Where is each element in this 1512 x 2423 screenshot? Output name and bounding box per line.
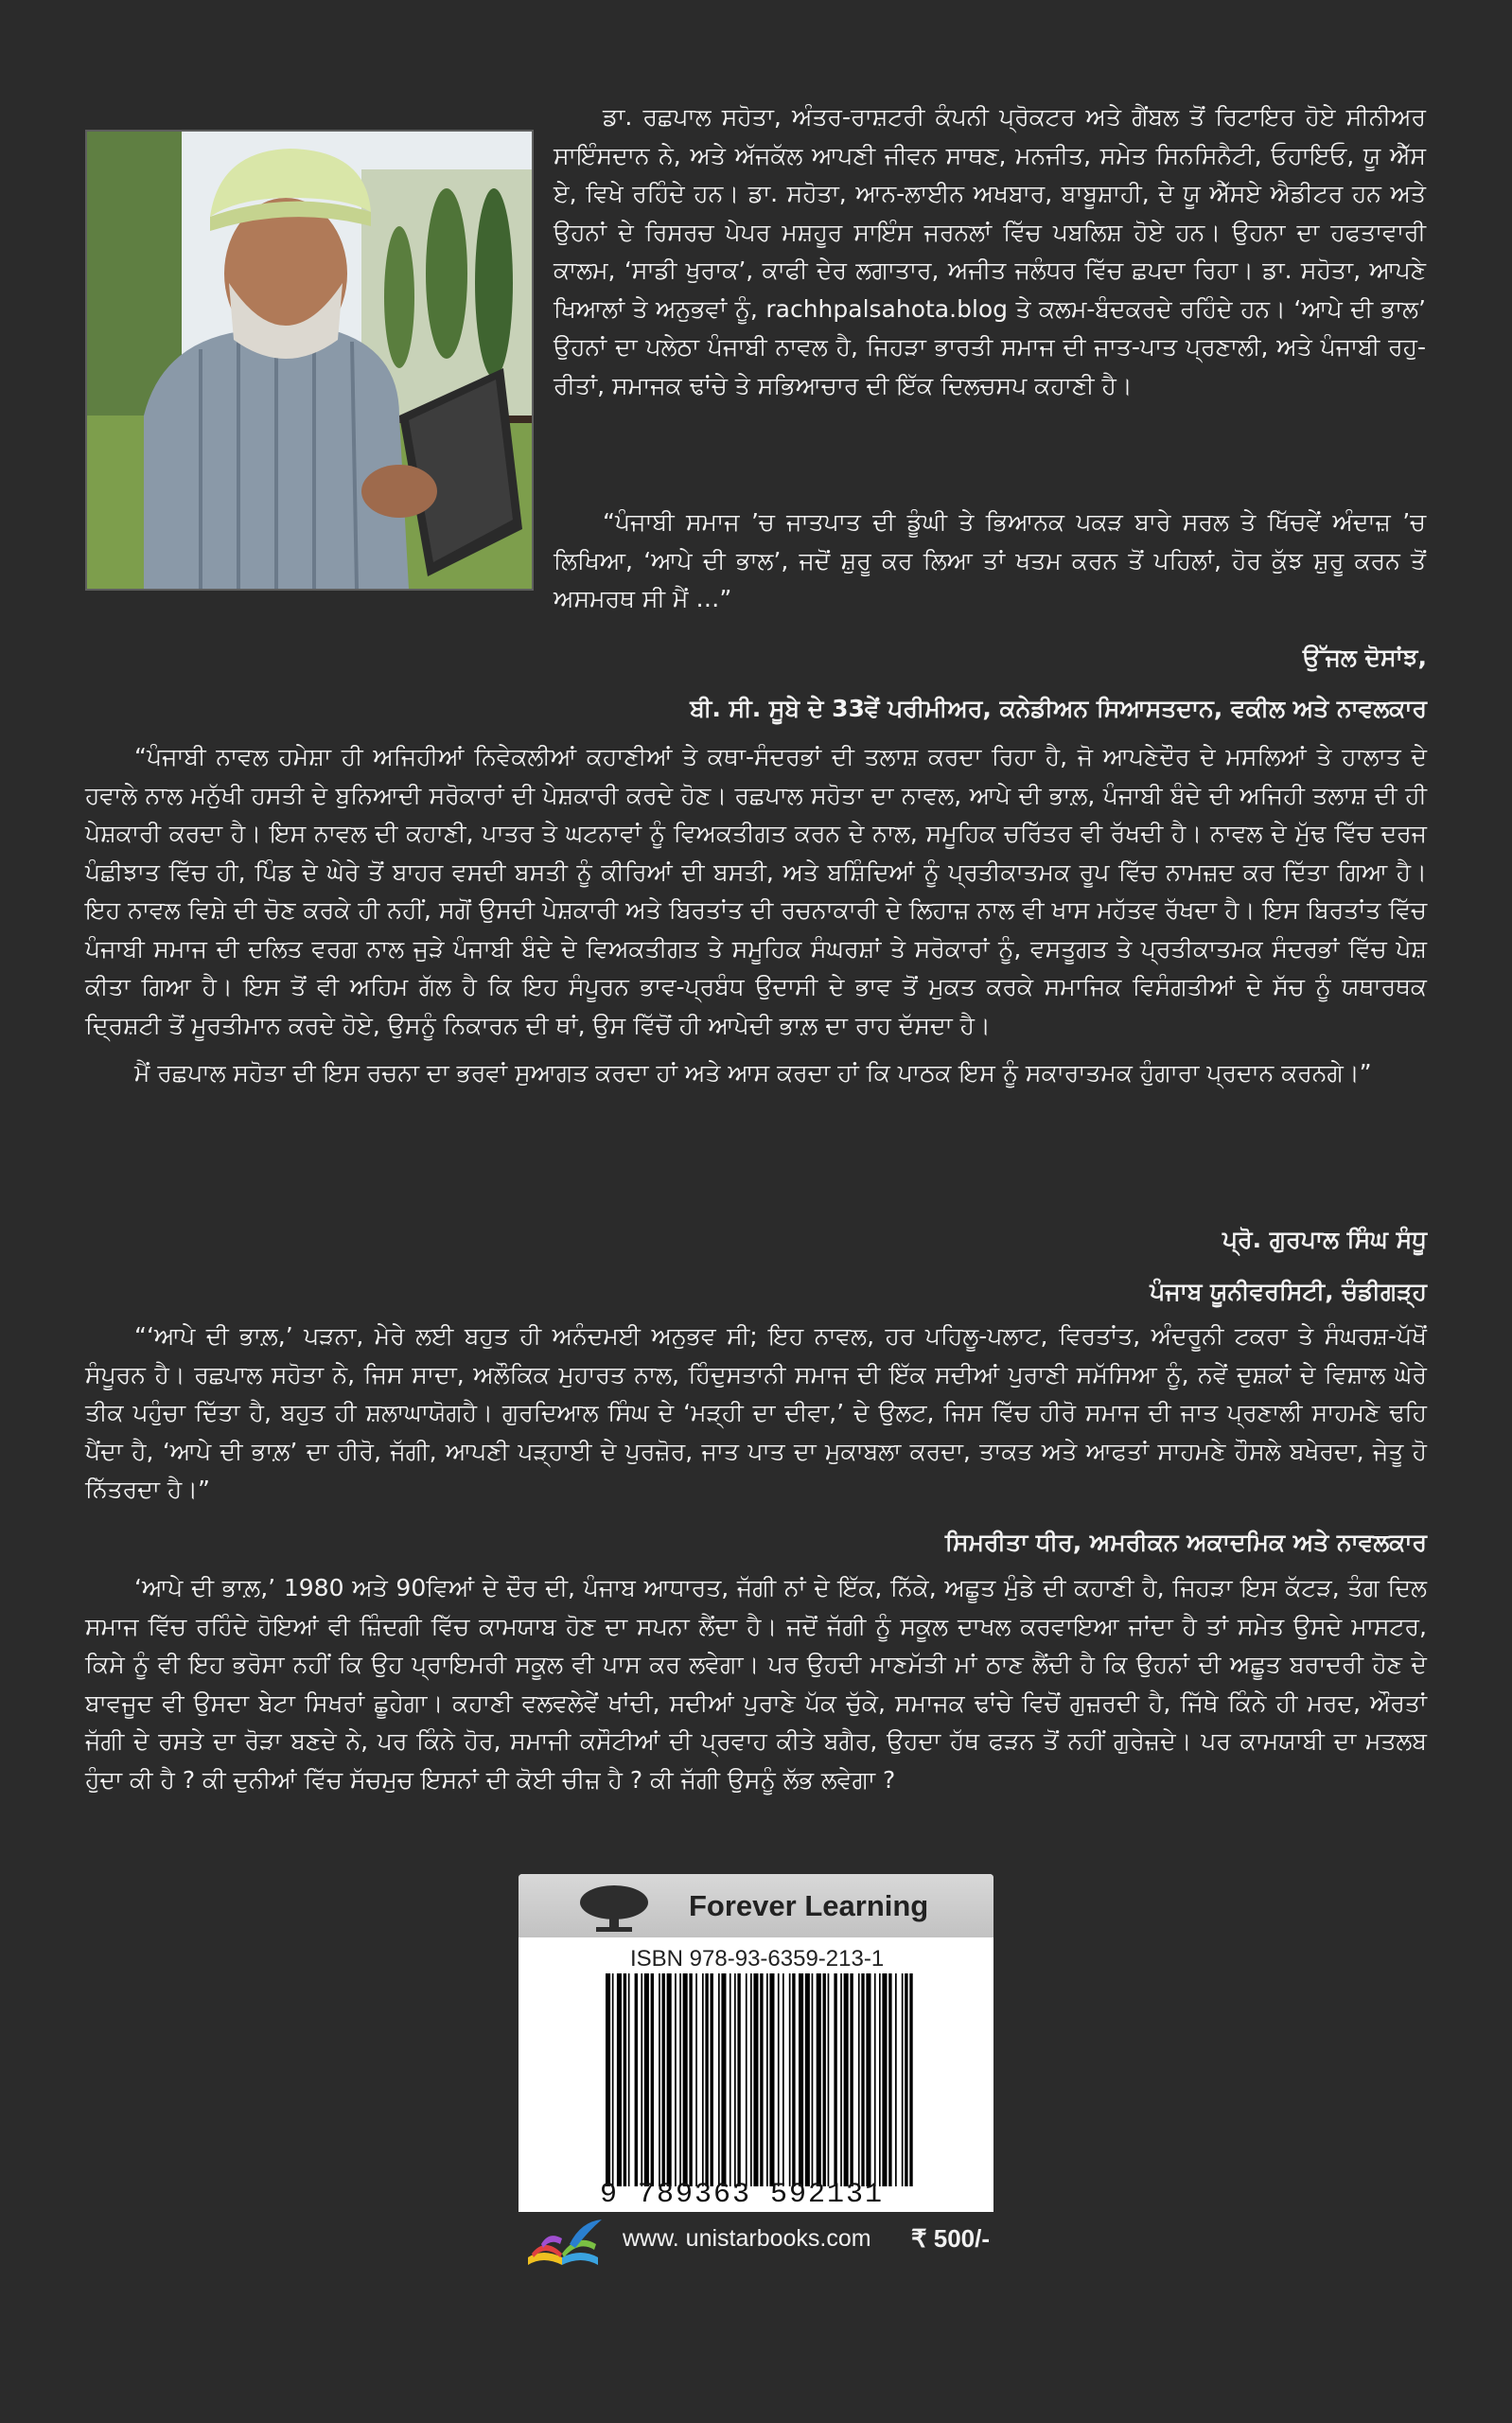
attribution-2-title: ਪੰਜਾਬ ਯੂਨੀਵਰਸਿਟੀ, ਚੰਡੀਗੜ੍ਹ [1150, 1278, 1427, 1305]
attribution-2-name: ਪ੍ਰੋ. ਗੁਰਪਾਲ ਸਿੰਘ ਸੰਧੂ [1222, 1226, 1427, 1253]
publisher-footer [519, 2212, 993, 2271]
publisher-strip [519, 1874, 993, 1937]
isbn-label: ISBN 978-93-6359-213-1 [630, 1946, 885, 1972]
publisher-brand: Forever Learning [689, 1889, 929, 1922]
attribution-1-name: ਉੱਜਲ ਦੋਸਾਂਝ, [1302, 644, 1427, 671]
unistar-books-logo [522, 2216, 604, 2269]
quote-2-paragraph-1: “ਪੰਜਾਬੀ ਨਾਵਲ ਹਮੇਸ਼ਾ ਹੀ ਅਜਿਹੀਆਂ ਨਿਵੇਕਲੀਆਂ ਕਹਾਣੀਆਂ ਤੇ ਕਥਾ-ਸੰਦਰਭਾਂ ਦੀ ਤਲਾਸ਼ ਕਰਦਾ ਰਿਹਾ ਹੈ, ਜੋ ਆਪਣੇਦੌਰ ਦੇ ਮਸਲਿਆਂ ਤੇ ਹਾਲਾਤ ਦੇ ਹਵਾਲੇ ਨਾਲ ਮਨੁੱਖੀ ਹਸਤੀ ਦੇ ਬੁਨਿਆਦੀ ਸਰੋਕਾਰਾਂ ਦੀ ਪੇਸ਼ਕਾਰੀ ਕਰਦੇ ਹੋਣ। ਰਛਪਾਲ ਸਹੋਤਾ ਦਾ ਨਾਵਲ, ਆਪੇ ਦੀ ਭਾਲ਼, ਪੰਜਾਬੀ ਬੰਦੇ ਦੀ ਅਜਿਹੀ ਤਲਾਸ਼ ਦੀ ਹੀ ਪੇਸ਼ਕਾਰੀ ਕਰਦਾ ਹੈ। ਇਸ ਨਾਵਲ ਦੀ ਕਹਾਣੀ, ਪਾਤਰ ਤੇ ਘਟਨਾਵਾਂ ਨੂੰ ਵਿਅਕਤੀਗਤ ਕਰਨ ਦੇ ਨਾਲ, ਸਮੂਹਿਕ ਚਰਿੱਤਰ ਵੀ ਰੱਖਦੀ ਹੈ। ਨਾਵਲ ਦੇ ਮੁੱਢ ਵਿੱਚ ਦਰਜ ਪੰਛੀਝਾਤ ਵਿੱਚ ਹੀ, ਪਿੰਡ ਦੇ ਘੇਰੇ ਤੋਂ ਬਾਹਰ ਵਸਦੀ ਬਸਤੀ ਨੂੰ ਕੀਰਿਆਂ ਦੀ ਬਸਤੀ, ਅਤੇ ਬਸ਼ਿੰਦਿਆਂ ਨੂੰ ਪ੍ਰਤੀਕਾਤਮਕ ਰੂਪ ਵਿੱਚ ਨਾਮਜ਼ਦ ਕਰ ਦਿੱਤਾ ਗਿਆ ਹੈ। ਇਹ ਨਾਵਲ ਵਿਸ਼ੇ ਦੀ ਚੋਣ ਕਰਕੇ ਹੀ ਨਹੀਂ, ਸਗੋਂ ਉਸਦੀ ਪੇਸ਼ਕਾਰੀ ਅਤੇ ਬਿਰਤਾਂਤ ਦੀ ਰਚਨਾਕਾਰੀ ਦੇ ਲਿਹਾਜ਼ ਨਾਲ ਵੀ ਖਾਸ ਮਹੱਤਵ ਰੱਖਦਾ ਹੈ। ਇਸ ਬਿਰਤਾਂਤ ਵਿੱਚ ਪੰਜਾਬੀ ਸਮਾਜ ਦੀ ਦਲਿਤ ਵਰਗ ਨਾਲ ਜੁੜੇ ਪੰਜਾਬੀ ਬੰਦੇ ਦੇ ਵਿਅਕਤੀਗਤ ਤੇ ਸਮੂਹਿਕ ਸੰਘਰਸ਼ਾਂ ਤੇ ਸਰੋਕਾਰਾਂ ਨੂੰ, ਵਸਤੂਗਤ ਤੇ ਪ੍ਰਤੀਕਾਤਮਕ ਸੰਦਰਭਾਂ ਵਿੱਚ ਪੇਸ਼ ਕੀਤਾ ਗਿਆ ਹੈ। ਇਸ ਤੋਂ ਵੀ ਅਹਿਮ ਗੱਲ ਹੈ ਕਿ ਇਹ ਸੰਪੂਰਨ ਭਾਵ-ਪ੍ਰਬੰਧ ਉਦਾਸੀ ਦੇ ਭਾਵ ਤੋਂ ਮੁਕਤ ਕਰਕੇ ਸਮਾਜਿਕ ਵਿਸੰਗਤੀਆਂ ਦੇ ਸੱਚ ਨੂੰ ਯਥਾਰਥਕ ਦ੍ਰਿਸ਼ਟੀ ਤੋਂ ਮੂਰਤੀਮਾਨ ਕਰਦੇ ਹੋਏ, ਉਸਨੂੰ ਨਿਕਾਰਨ ਦੀ ਥਾਂ, ਉਸ ਵਿੱਚੋਂ ਹੀ ਆਪੇਦੀ ਭਾਲ਼ ਦਾ ਰਾਹ ਦੱਸਦਾ ਹੈ। [85, 743, 1427, 1039]
barcode-panel [519, 1874, 993, 2224]
isbn-digits: 9 789363 592131 [600, 2179, 885, 2211]
author-bio: ਡਾ. ਰਛਪਾਲ ਸਹੋਤਾ, ਅੰਤਰ-ਰਾਸ਼ਟਰੀ ਕੰਪਨੀ ਪ੍ਰੋਕਟਰ ਅਤੇ ਗੈਂਬਲ ਤੋਂ ਰਿਟਾਇਰ ਹੋਏ ਸੀਨੀਅਰ ਸਾਇੰਸਦਾਨ ਨੇ, ਅਤੇ ਅੱਜਕੱਲ ਆਪਣੀ ਜੀਵਨ ਸਾਥਣ, ਮਨਜੀਤ, ਸਮੇਤ ਸਿਨਸਿਨੈਟੀ, ਓਹਾਇਓ, ਯੂ ਐੱਸ ਏ, ਵਿਖੇ ਰਹਿੰਦੇ ਹਨ। ਡਾ. ਸਹੋਤਾ, ਆਨ-ਲਾਈਨ ਅਖਬਾਰ, ਬਾਬੂਸ਼ਾਹੀ, ਦੇ ਯੂ ਐੱਸਏ ਐਡੀਟਰ ਹਨ ਅਤੇ ਉਹਨਾਂ ਦੇ ਰਿਸਰਚ ਪੇਪਰ ਮਸ਼ਹੂਰ ਸਾਇੰਸ ਜਰਨਲਾਂ ਵਿੱਚ ਪਬਲਿਸ਼ ਹੋਏ ਹਨ। ਉਹਨਾ ਦਾ ਹਫਤਾਵਾਰੀ ਕਾਲਮ, ‘ਸਾਡੀ ਖੁਰਾਕ’, ਕਾਫੀ ਦੇਰ ਲਗਾਤਾਰ, ਅਜੀਤ ਜਲੰਧਰ ਵਿੱਚ ਛਪਦਾ ਰਿਹਾ। ਡਾ. ਸਹੋਤਾ, ਆਪਣੇ ਖਿਆਲਾਂ ਤੇ ਅਨੁਭਵਾਂ ਨੂੰ, rachhpalsahota.blog ਤੇ ਕਲਮ-ਬੰਦਕਰਦੇ ਰਹਿੰਦੇ ਹਨ। ‘ਆਪੇ ਦੀ ਭਾਲ’ ਉਹਨਾਂ ਦਾ ਪਲੇਠਾ ਪੰਜਾਬੀ ਨਾਵਲ ਹੈ, ਜਿਹੜਾ ਭਾਰਤੀ ਸਮਾਜ ਦੀ ਜਾਤ-ਪਾਤ ਪ੍ਰਣਾਲੀ, ਅਤੇ ਪੰਜਾਬੀ ਰਹੁ-ਰੀਤਾਂ, ਸਮਾਜਕ ਢਾਂਚੇ ਤੇ ਸਭਿਆਚਾਰ ਦੀ ਇੱਕ ਦਿਲਚਸਪ ਕਹਾਣੀ ਹੈ। [554, 103, 1426, 399]
quote-2-paragraph-2: ਮੈਂ ਰਛਪਾਲ ਸਹੋਤਾ ਦੀ ਇਸ ਰਚਨਾ ਦਾ ਭਰਵਾਂ ਸੁਆਗਤ ਕਰਦਾ ਹਾਂ ਅਤੇ ਆਸ ਕਰਦਾ ਹਾਂ ਕਿ ਪਾਠਕ ਇਸ ਨੂੰ ਸਕਾਰਾਤਮਕ ਹੁੰਗਾਰਾ ਪ੍ਰਦਾਨ ਕਰਨਗੇ।” [134, 1059, 1372, 1087]
book-synopsis: ‘ਆਪੇ ਦੀ ਭਾਲ਼,’ 1980 ਅਤੇ 90ਵਿਆਂ ਦੇ ਦੌਰ ਦੀ, ਪੰਜਾਬ ਆਧਾਰਤ, ਜੱਗੀ ਨਾਂ ਦੇ ਇੱਕ, ਨਿੱਕੇ, ਅਛੂਤ ਮੁੰਡੇ ਦੀ ਕਹਾਣੀ ਹੈ, ਜਿਹੜਾ ਇਸ ਕੱਟੜ, ਤੰਗ ਦਿਲ ਸਮਾਜ ਵਿੱਚ ਰਹਿੰਦੇ ਹੋਇਆਂ ਵੀ ਜ਼ਿੰਦਗੀ ਵਿੱਚ ਕਾਮਯਾਬ ਹੋਣ ਦਾ ਸਪਨਾ ਲੈਂਦਾ ਹੈ। ਜਦੋਂ ਜੱਗੀ ਨੂੰ ਸਕੂਲ ਦਾਖਲ ਕਰਵਾਇਆ ਜਾਂਦਾ ਹੈ ਤਾਂ ਸਮੇਤ ਉਸਦੇ ਮਾਸਟਰ, ਕਿਸੇ ਨੂੰ ਵੀ ਇਹ ਭਰੋਸਾ ਨਹੀਂ ਕਿ ਉਹ ਪ੍ਰਾਇਮਰੀ ਸਕੂਲ ਵੀ ਪਾਸ ਕਰ ਲਵੇਗਾ। ਪਰ ਉਹਦੀ ਮਾਣਮੱਤੀ ਮਾਂ ਠਾਣ ਲੈਂਦੀ ਹੈ ਕਿ ਉਹਨਾਂ ਦੀ ਅਛੂਤ ਬਰਾਦਰੀ ਹੋਣ ਦੇ ਬਾਵਜੂਦ ਵੀ ਉਸਦਾ ਬੇਟਾ ਸਿਖਰਾਂ ਛੂਹੇਗਾ। ਕਹਾਣੀ ਵਲਵਲੇਵੇਂ ਖਾਂਦੀ, ਸਦੀਆਂ ਪੁਰਾਣੇ ਪੱਕ ਚੁੱਕੇ, ਸਮਾਜਕ ਢਾਂਚੇ ਵਿਚੋਂ ਗੁਜ਼ਰਦੀ ਹੈ, ਜਿੱਥੇ ਕਿੰਨੇ ਹੀ ਮਰਦ, ਔਰਤਾਂ ਜੱਗੀ ਦੇ ਰਸਤੇ ਦਾ ਰੋੜਾ ਬਣਦੇ ਨੇ, ਪਰ ਕਿੰਨੇ ਹੋਰ, ਸਮਾਜੀ ਕਸੌਟੀਆਂ ਦੀ ਪ੍ਰਵਾਹ ਕੀਤੇ ਬਗੈਰ, ਉਹਦਾ ਹੱਥ ਫੜਨ ਤੋਂ ਨਹੀਂ ਗੁਰੇਜ਼ਦੇ। ਪਰ ਕਾਮਯਾਬੀ ਦਾ ਮਤਲਬ ਹੁੰਦਾ ਕੀ ਹੈ ? ਕੀ ਦੁਨੀਆਂ ਵਿੱਚ ਸੱਚਮੁਚ ਇਸਨਾਂ ਦੀ ਕੋਈ ਚੀਜ਼ ਹੈ ? ਕੀ ਜੱਗੀ ਉਸਨੂੰ ਲੱਭ ਲਵੇਗਾ ? [85, 1574, 1427, 1794]
quote-ujjal-dosanjh: “ਪੰਜਾਬੀ ਸਮਾਜ ’ਚ ਜਾਤਪਾਤ ਦੀ ਡੂੰਘੀ ਤੇ ਭਿਆਨਕ ਪਕੜ ਬਾਰੇ ਸਰਲ ਤੇ ਖਿੱਚਵੇਂ ਅੰਦਾਜ਼ ’ਚ ਲਿਖਿਆ, ‘ਆਪੇ ਦੀ ਭਾਲ’, ਜਦੋਂ ਸ਼ੁਰੂ ਕਰ ਲਿਆ ਤਾਂ ਖਤਮ ਕਰਨ ਤੋਂ ਪਹਿਲਾਂ, ਹੋਰ ਕੁੱਝ ਸ਼ੁਰੂ ਕਰਨ ਤੋਂ ਅਸਮਰਥ ਸੀ ਮੈਂ …” [554, 508, 1426, 612]
price: ₹ 500/- [910, 2224, 990, 2253]
attribution-3: ਸਿਮਰੀਤਾ ਧੀਰ, ਅਮਰੀਕਨ ਅਕਾਦਮਿਕ ਅਤੇ ਨਾਵਲਕਾਰ [944, 1529, 1427, 1556]
quote-gurpal-sandhu [85, 738, 1427, 1093]
tree-icon [577, 1882, 651, 1935]
publisher-website: www. unistarbooks.com [623, 2225, 871, 2252]
barcode-image [602, 1973, 914, 2186]
quote-simrita-dhir: “‘ਆਪੇ ਦੀ ਭਾਲ਼,’ ਪੜਨਾ, ਮੇਰੇ ਲਈ ਬਹੁਤ ਹੀ ਅਨੰਦਮਈ ਅਨੁਭਵ ਸੀ; ਇਹ ਨਾਵਲ, ਹਰ ਪਹਿਲੂ-ਪਲਾਟ, ਵਿਰਤਾਂਤ, ਅੰਦਰੂਨੀ ਟਕਰਾ ਤੇ ਸੰਘਰਸ਼-ਪੱਖੋਂ ਸੰਪੂਰਨ ਹੈ। ਰਛਪਾਲ ਸਹੋਤਾ ਨੇ, ਜਿਸ ਸਾਦਾ, ਅਲੌਕਿਕ ਮੁਹਾਰਤ ਨਾਲ, ਹਿੰਦੁਸਤਾਨੀ ਸਮਾਜ ਦੀ ਇੱਕ ਸਦੀਆਂ ਪੁਰਾਣੀ ਸਮੱਸਿਆ ਨੂੰ, ਨਵੇਂ ਦੁਸ਼ਕਾਂ ਦੇ ਵਿਸ਼ਾਲ ਘੇਰੇ ਤੀਕ ਪਹੁੰਚਾ ਦਿੱਤਾ ਹੈ, ਬਹੁਤ ਹੀ ਸ਼ਲਾਘਾਯੋਗਹੈ। ਗੁਰਦਿਆਲ ਸਿੰਘ ਦੇ ‘ਮੜ੍ਹੀ ਦਾ ਦੀਵਾ,’ ਦੇ ਉਲਟ, ਜਿਸ ਵਿੱਚ ਹੀਰੋ ਸਮਾਜ ਦੀ ਜਾਤ ਪ੍ਰਣਾਲੀ ਸਾਹਮਣੇ ਢਹਿ ਪੈਂਦਾ ਹੈ, ‘ਆਪੇ ਦੀ ਭਾਲ਼’ ਦਾ ਹੀਰੋ, ਜੱਗੀ, ਆਪਣੀ ਪੜ੍ਹਾਈ ਦੇ ਪੁਰਜ਼ੋਰ, ਜਾਤ ਪਾਤ ਦਾ ਮੁਕਾਬਲਾ ਕਰਦਾ, ਤਾਕਤ ਅਤੇ ਆਫਤਾਂ ਸਾਹਮਣੇ ਹੌਸਲੇ ਬਖੇਰਦਾ, ਜੇਤੂ ਹੋ ਨਿੱਤਰਦਾ ਹੈ।” [85, 1322, 1427, 1503]
author-photo [85, 130, 534, 591]
attribution-1-title: ਬੀ. ਸੀ. ਸੂਬੇ ਦੇ 33ਵੇਂ ਪਰੀਮੀਅਰ, ਕਨੇਡੀਅਨ ਸਿਆਸਤਦਾਨ, ਵਕੀਲ ਅਤੇ ਨਾਵਲਕਾਰ [690, 695, 1427, 722]
